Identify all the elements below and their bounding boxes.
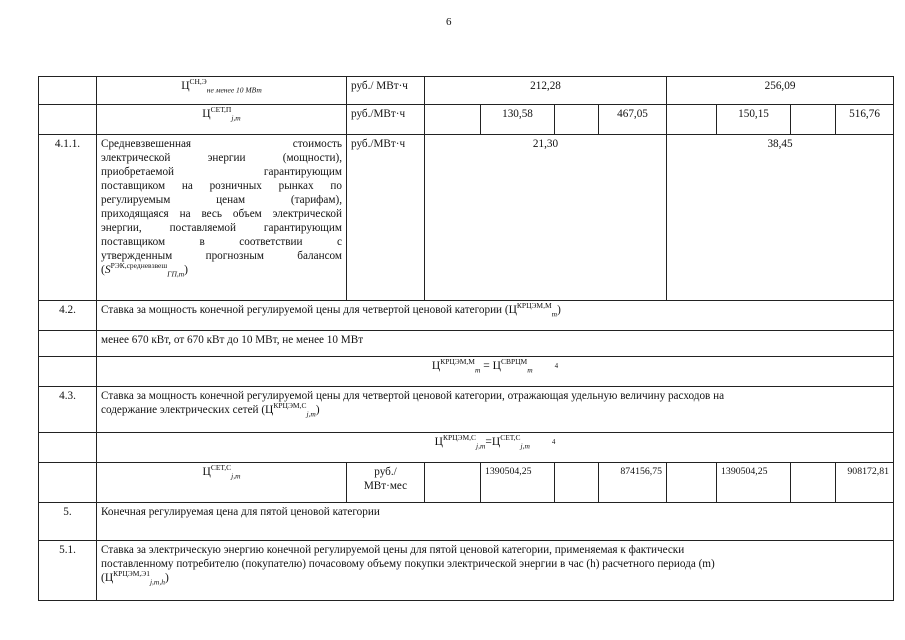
table-row bbox=[39, 463, 894, 503]
num-cell bbox=[39, 331, 97, 357]
value-cell: 874156,75 bbox=[599, 463, 667, 503]
section-subtitle: менее 670 кВт, от 670 кВт до 10 МВт, не менее 10 МВт bbox=[97, 331, 894, 357]
footnote-ref: 4 bbox=[554, 362, 559, 370]
formula-cell bbox=[97, 357, 894, 387]
footnote-ref: 4 bbox=[551, 438, 556, 446]
symbol-s-rek: $(S^{РЭК,средневзвеш}_{ГП,m})$ bbox=[101, 261, 188, 279]
table-row bbox=[39, 135, 894, 301]
symbol-cell bbox=[97, 77, 347, 105]
value-cell: 467,05 bbox=[599, 105, 667, 135]
table-row bbox=[39, 301, 894, 331]
table-row bbox=[39, 77, 894, 105]
formula-cell bbox=[97, 433, 894, 463]
table-row bbox=[39, 357, 894, 387]
symbol-cell bbox=[97, 105, 347, 135]
num-cell: 5. bbox=[39, 503, 97, 541]
table-row bbox=[39, 433, 894, 463]
empty-cell bbox=[425, 463, 481, 503]
value-cell: 1390504,25 bbox=[717, 463, 791, 503]
num-cell: 4.1.1. bbox=[39, 135, 97, 301]
table-row bbox=[39, 105, 894, 135]
unit-cell: руб./ МВт·мес bbox=[347, 463, 425, 503]
empty-cell bbox=[667, 105, 717, 135]
empty-cell bbox=[555, 105, 599, 135]
value-cell: 1390504,25 bbox=[481, 463, 555, 503]
table-row bbox=[39, 387, 894, 433]
empty-cell bbox=[667, 463, 717, 503]
value-cell: 130,58 bbox=[481, 105, 555, 135]
num-cell bbox=[39, 463, 97, 503]
num-cell: 4.3. bbox=[39, 387, 97, 433]
tariff-table bbox=[38, 76, 894, 601]
num-cell bbox=[39, 433, 97, 463]
num-cell: 4.2. bbox=[39, 301, 97, 331]
num-cell bbox=[39, 77, 97, 105]
num-cell bbox=[39, 105, 97, 135]
value-cell: 908172,81 bbox=[836, 463, 894, 503]
table-row bbox=[39, 503, 894, 541]
value-cell: 38,45 bbox=[667, 135, 894, 301]
empty-cell bbox=[425, 105, 481, 135]
formula-4-2: $Ц^{КРЦЭМ,М}_m = Ц^{СВРЦМ}_m$ bbox=[431, 357, 533, 375]
table-row bbox=[39, 331, 894, 357]
unit-cell: руб./МВт·ч bbox=[347, 135, 425, 301]
num-cell: 5.1. bbox=[39, 541, 97, 601]
section-title: Ставка за мощность конечной регулируемой цены для четвертой ценовой категории, отражающая удельную величину расходов на содержание электрических сетей $(Ц^{КРЦЭМ,С}_{j,m})$ bbox=[97, 387, 894, 433]
unit-cell: руб./ МВт·ч bbox=[347, 77, 425, 105]
section-title: Конечная регулируемая цена для пятой ценовой категории bbox=[97, 503, 894, 541]
empty-cell bbox=[791, 463, 836, 503]
empty-cell bbox=[791, 105, 836, 135]
symbol-tset-p: $Ц^{СЕТ,П}_{j,m}$ bbox=[202, 105, 241, 123]
table-row bbox=[39, 541, 894, 601]
symbol-tset-c: $Ц^{СЕТ,С}_{j,m}$ bbox=[202, 463, 241, 481]
value-cell: 150,15 bbox=[717, 105, 791, 135]
empty-cell bbox=[555, 463, 599, 503]
page-number: 6 bbox=[446, 16, 452, 28]
symbol-cell bbox=[97, 463, 347, 503]
unit-cell: руб./МВт·ч bbox=[347, 105, 425, 135]
section-title: Ставка за мощность конечной регулируемой цены для четвертой ценовой категории $(Ц^{КРЦЭМ,М}_m)$ bbox=[97, 301, 894, 331]
section-title: Ставка за электрическую энергию конечной регулируемой цены для пятой ценовой категории, применяемая к фактически поставленному потребителю (покупателю) почасовому объему покупки электрической энергии в час (h) расчетного периода (m) $(Ц^{КРЦЭМ,Э1}_{j,m,h})$ bbox=[97, 541, 894, 601]
value-cell: 516,76 bbox=[836, 105, 894, 135]
value-cell: 256,09 bbox=[667, 77, 894, 105]
symbol-tsn-e: $Ц^{СН,Э}_{не менее 10 МВт}$ bbox=[181, 77, 262, 95]
description-cell: Средневзвешенная стоимость электрической энергии (мощности), приобретаемой гарантирующим поставщиком на розничных рынках по регулируемым ценам (тарифам), приходящаяся на весь объем электрической энергии, поставляемой гарантирующим поставщиком в соответствии с утвержденным прогнозным балансом $(S^{РЭК,средневзвеш}_{ГП,m})$ bbox=[97, 135, 347, 301]
value-cell: 21,30 bbox=[425, 135, 667, 301]
value-cell: 212,28 bbox=[425, 77, 667, 105]
num-cell bbox=[39, 357, 97, 387]
formula-4-3: $Ц^{КРЦЭМ,С}_{j,m}=Ц^{СЕТ,С}_{j,m}$ bbox=[434, 433, 530, 451]
